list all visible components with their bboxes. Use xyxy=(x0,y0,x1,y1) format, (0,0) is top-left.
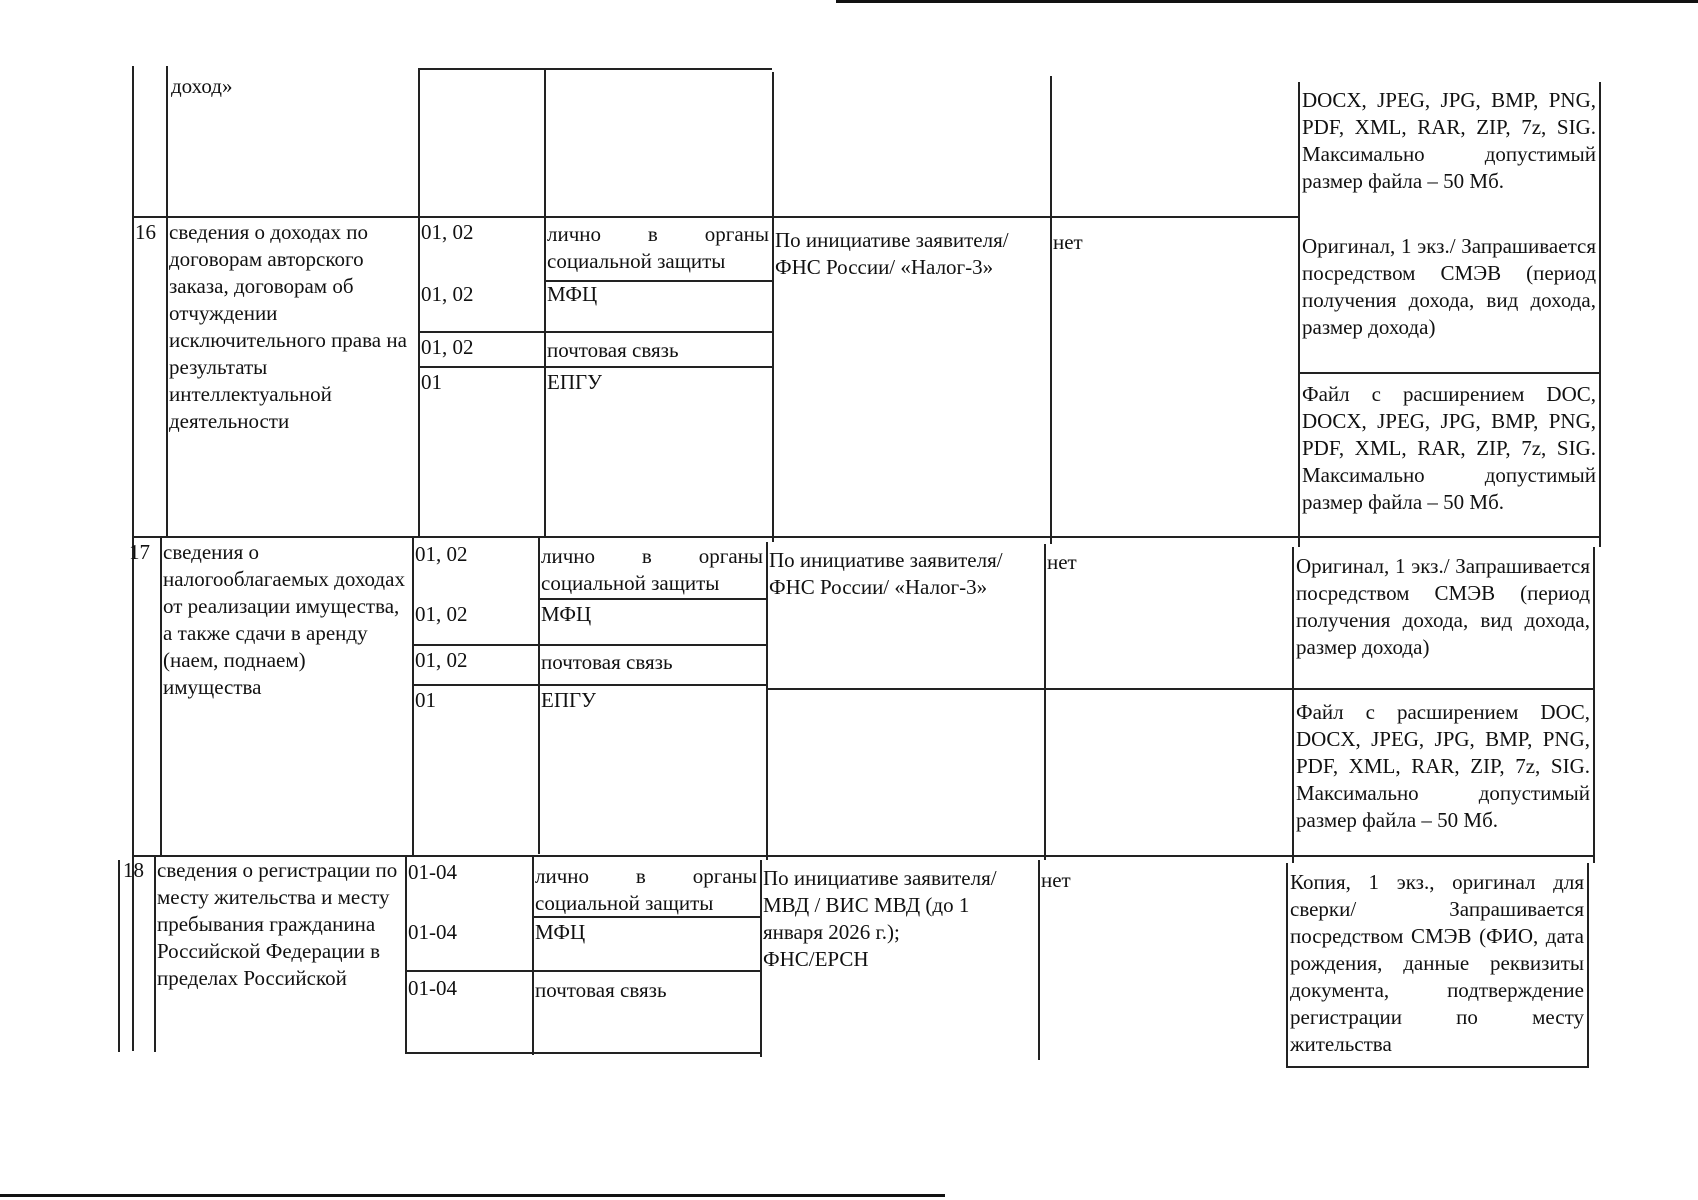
channel-epgu-cell: ЕПГУ xyxy=(547,370,603,394)
channel-codes-cell: 01-04 xyxy=(408,976,457,1000)
grid-line xyxy=(1298,372,1600,374)
document-name-cell: сведения о регистрации по месту жительства и месту пребывания гражданина Российской Федерации в пределах Российской xyxy=(157,858,398,990)
flag-cell: нет xyxy=(1041,868,1071,892)
format-original-cell: Оригинал, 1 экз./ Запрашивается посредством СМЭВ (период получения дохода, вид дохода, размер дохода) xyxy=(1296,554,1590,659)
channel-codes-cell: 01 xyxy=(415,688,436,712)
channel-codes-cell: 01, 02 xyxy=(421,220,474,244)
channel-post-cell: почтовая связь xyxy=(541,650,673,674)
row-number: 18 xyxy=(123,858,144,882)
channel-codes-cell: 01 xyxy=(421,370,442,394)
channel-codes-cell: 01-04 xyxy=(408,920,457,944)
row-number: 17 xyxy=(129,540,150,564)
channel-in-person-cell: лично в органы социальной защиты xyxy=(547,222,769,273)
format-file-cell: Файл с расширением DOC, DOCX, JPEG, JPG, BMP, PNG, PDF, XML, RAR, ZIP, 7z, SIG. Максимально допустимый размер файла – 50 Мб. xyxy=(1296,700,1590,832)
grid-line xyxy=(405,970,760,972)
channel-mfc-cell: МФЦ xyxy=(535,920,586,944)
flag-cell: нет xyxy=(1053,230,1083,254)
channel-post-cell: почтовая связь xyxy=(547,338,679,362)
flag-cell: нет xyxy=(1047,550,1077,574)
channel-codes-cell: 01-04 xyxy=(408,860,457,884)
grid-line xyxy=(766,688,1593,690)
document-name-cell: сведения о доходах по договорам авторского заказа, договорам об отчуждении исключительного права на результаты интеллектуальной деятельности xyxy=(169,220,407,433)
grid-line xyxy=(1286,1066,1587,1068)
source-cell: По инициативе заявителя/ ФНС России/ «Налог-3» xyxy=(775,228,1009,279)
channel-mfc-cell: МФЦ xyxy=(541,602,592,626)
channel-codes-cell: 01, 02 xyxy=(415,542,468,566)
channel-codes-cell: 01, 02 xyxy=(421,282,474,306)
channel-in-person-cell: лично в органы социальной защиты xyxy=(535,864,757,915)
grid-line xyxy=(1587,863,1589,1068)
channel-codes-cell: 01, 02 xyxy=(415,602,468,626)
channel-codes-cell: 01, 02 xyxy=(421,335,474,359)
channel-post-cell: почтовая связь xyxy=(535,978,667,1002)
grid-line xyxy=(1050,76,1052,544)
format-file-cell: Файл с расширением DOC, DOCX, JPEG, JPG, BMP, PNG, PDF, XML, RAR, ZIP, 7z, SIG. Максимально допустимый размер файла – 50 Мб. xyxy=(1302,382,1596,514)
row-number: 16 xyxy=(135,220,156,244)
grid-line xyxy=(1044,544,1046,860)
channel-epgu-cell: ЕПГУ xyxy=(541,688,597,712)
source-cell: По инициативе заявителя/ ФНС России/ «Налог-3» xyxy=(769,548,1003,599)
grid-line xyxy=(118,860,120,1052)
document-name-cell: сведения о налогооблагаемых доходах от реализации имущества, а также сдачи в аренду (наем, поднаем) имущества xyxy=(163,540,405,699)
grid-line xyxy=(405,1052,760,1054)
grid-line xyxy=(772,72,774,542)
channel-codes-cell: 01, 02 xyxy=(415,648,468,672)
format-original-cell: Оригинал, 1 экз./ Запрашивается посредством СМЭВ (период получения дохода, вид дохода, размер дохода) xyxy=(1302,234,1596,339)
grid-line xyxy=(1599,82,1601,547)
grid-line xyxy=(1593,547,1595,863)
channel-mfc-cell: МФЦ xyxy=(547,282,598,306)
name-cell-continued: доход» xyxy=(171,74,233,98)
channel-in-person-cell: лично в органы социальной защиты xyxy=(541,544,763,595)
grid-line xyxy=(418,68,772,70)
format-cell-continued: DOCX, JPEG, JPG, BMP, PNG, PDF, XML, RAR, ZIP, 7z, SIG. Максимально допустимый размер файла – 50 Мб. xyxy=(1302,88,1596,193)
format-original-cell: Копия, 1 экз., оригинал для сверки/ Запрашивается посредством СМЭВ (ФИО, дата рождения, данные реквизиты документа, подтверждение регистрации по месту жительства xyxy=(1290,870,1584,1056)
source-cell: По инициативе заявителя/ МВД / ВИС МВД (до 1 января 2026 г.); ФНС/ЕРСН xyxy=(763,866,997,971)
